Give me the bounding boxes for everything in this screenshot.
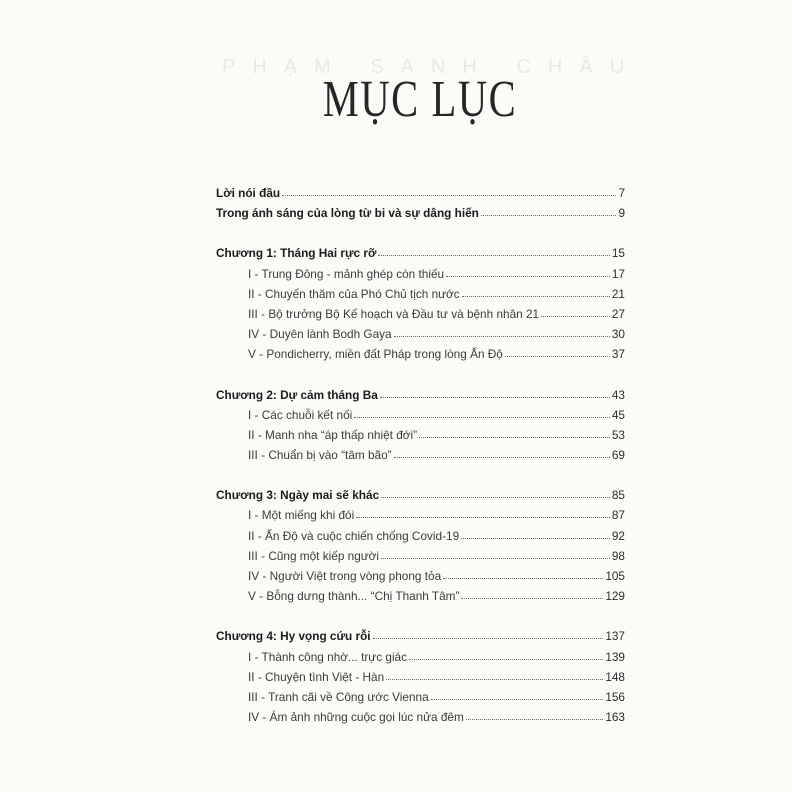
toc-entry-page-number: 7 — [618, 186, 625, 200]
toc-entry-page-number: 53 — [611, 427, 625, 442]
toc-entry-page-number: 9 — [618, 206, 625, 221]
dot-leader — [373, 638, 604, 639]
toc-entry-title: I - Trung Đông - mảnh ghép còn thiếu — [248, 266, 445, 281]
toc-section-entry — [248, 304, 625, 324]
toc-entry-page-number: 85 — [611, 488, 625, 503]
toc-front-matter-entry — [216, 203, 625, 223]
dot-leader — [419, 437, 610, 438]
toc-entry-page-number: 43 — [611, 387, 625, 402]
author-name-watermark: PHẠM SANH CHÂU — [222, 56, 642, 78]
toc-entry-title: II - Manh nha “áp thấp nhiệt đới” — [248, 427, 418, 442]
dot-leader — [462, 296, 610, 297]
dot-leader — [481, 215, 617, 216]
dot-leader — [378, 255, 610, 256]
toc-section-entry — [248, 344, 625, 364]
toc-section-entry — [248, 505, 625, 525]
dot-leader — [394, 336, 610, 337]
toc-entry-page-number: 15 — [611, 246, 625, 261]
toc-entry-title: III - Chuẩn bị vào “tâm bão” — [248, 448, 392, 463]
dot-leader — [541, 316, 610, 317]
toc-entry-title: Chương 3: Ngày mai sẽ khác — [216, 488, 380, 503]
toc-entry-title: III - Bộ trưởng Bộ Kế hoạch và Đầu tư và bệnh nhân 21 — [248, 306, 540, 321]
toc-chapter-heading — [216, 243, 625, 263]
dot-leader — [356, 517, 610, 518]
toc-entry-page-number: 45 — [611, 407, 625, 422]
toc-entry-title: Lời nói đầu — [216, 186, 281, 200]
toc-section-entry — [248, 707, 625, 727]
toc-entry-title: II - Chuyện tình Việt - Hàn — [248, 669, 385, 684]
dot-leader — [505, 356, 610, 357]
dot-leader — [461, 598, 603, 599]
toc-section-entry — [248, 405, 625, 425]
toc-front-matter-entry — [216, 183, 625, 203]
toc-entry-page-number: 87 — [611, 508, 625, 523]
toc-entry-title: II - Chuyến thăm của Phó Chủ tịch nước — [248, 286, 460, 301]
dot-leader — [443, 578, 603, 579]
toc-entry-title: I - Thành công nhờ... trực giác — [248, 649, 408, 664]
toc-section-entry — [248, 526, 625, 546]
dot-leader — [354, 417, 610, 418]
toc-entry-page-number: 139 — [605, 649, 625, 664]
toc-section-entry — [248, 566, 625, 586]
toc-section-entry — [248, 284, 625, 304]
toc-chapter-heading — [216, 385, 625, 405]
toc-entry-title: Chương 1: Tháng Hai rực rỡ — [216, 246, 377, 261]
toc-entry-page-number: 98 — [611, 548, 625, 563]
toc-entry-page-number: 21 — [611, 286, 625, 301]
toc-entry-page-number: 27 — [611, 306, 625, 321]
toc-section-entry — [248, 324, 625, 344]
toc-section-entry — [248, 546, 625, 566]
toc-entry-title: IV - Ám ảnh những cuộc gọi lúc nửa đêm — [248, 710, 464, 725]
toc-entry-title: Chương 4: Hy vọng cứu rỗi — [216, 629, 371, 644]
toc-section-entry — [248, 264, 625, 284]
dot-leader — [386, 679, 603, 680]
toc-entry-page-number: 163 — [605, 710, 625, 725]
toc-section-entry — [248, 586, 625, 606]
toc-entry-title: V - Bỗng dưng thành... “Chị Thanh Tâm” — [248, 589, 460, 604]
toc-chapter-3 — [216, 485, 625, 606]
page-title: MỤC LỤC — [322, 71, 518, 128]
toc-section-entry — [248, 647, 625, 667]
toc-chapter-heading — [216, 626, 625, 646]
toc-entry-title: Trong ánh sáng của lòng từ bi và sự dâng hiến — [216, 206, 479, 221]
toc-entry-page-number: 129 — [605, 589, 625, 604]
toc-section-entry — [248, 445, 625, 465]
toc-entry-title: I - Các chuỗi kết nối — [248, 407, 353, 422]
toc-entry-title: IV - Người Việt trong vòng phong tỏa — [248, 569, 442, 583]
toc-group-front-matter — [216, 183, 625, 223]
dot-leader — [380, 397, 610, 398]
toc-entry-page-number: 30 — [611, 327, 625, 342]
table-of-contents — [216, 183, 625, 727]
toc-entry-page-number: 156 — [605, 689, 625, 704]
toc-section-entry — [248, 667, 625, 687]
toc-entry-page-number: 69 — [611, 448, 625, 463]
toc-entry-page-number: 148 — [605, 669, 625, 684]
toc-entry-title: III - Cũng một kiếp người — [248, 548, 380, 563]
toc-section-entry — [248, 687, 625, 707]
toc-chapter-2 — [216, 385, 625, 466]
toc-entry-title: Chương 2: Dự cảm tháng Ba — [216, 387, 378, 402]
toc-entry-title: II - Ấn Độ và cuộc chiến chống Covid-19 — [248, 528, 460, 543]
dot-leader — [381, 497, 610, 498]
dot-leader — [466, 719, 604, 720]
toc-entry-page-number: 137 — [605, 629, 625, 644]
toc-chapter-1 — [216, 243, 625, 364]
toc-entry-title: III - Tranh cãi về Công ước Vienna — [248, 689, 429, 704]
toc-entry-page-number: 37 — [611, 347, 625, 362]
toc-entry-page-number: 105 — [605, 569, 625, 583]
toc-entry-title: IV - Duyên lành Bodh Gaya — [248, 327, 392, 342]
toc-entry-title: I - Một miếng khi đói — [248, 508, 355, 523]
toc-entry-page-number: 17 — [611, 266, 625, 281]
dot-leader — [394, 457, 610, 458]
toc-section-entry — [248, 425, 625, 445]
toc-chapter-heading — [216, 485, 625, 505]
dot-leader — [409, 659, 603, 660]
toc-entry-title: V - Pondicherry, miền đất Pháp trong lòng Ấn Độ — [248, 347, 503, 362]
dot-leader — [381, 558, 610, 559]
toc-entry-page-number: 92 — [611, 528, 625, 543]
toc-chapter-4 — [216, 626, 625, 727]
dot-leader — [461, 538, 610, 539]
dot-leader — [446, 276, 610, 277]
dot-leader — [282, 195, 616, 196]
dot-leader — [431, 699, 604, 700]
